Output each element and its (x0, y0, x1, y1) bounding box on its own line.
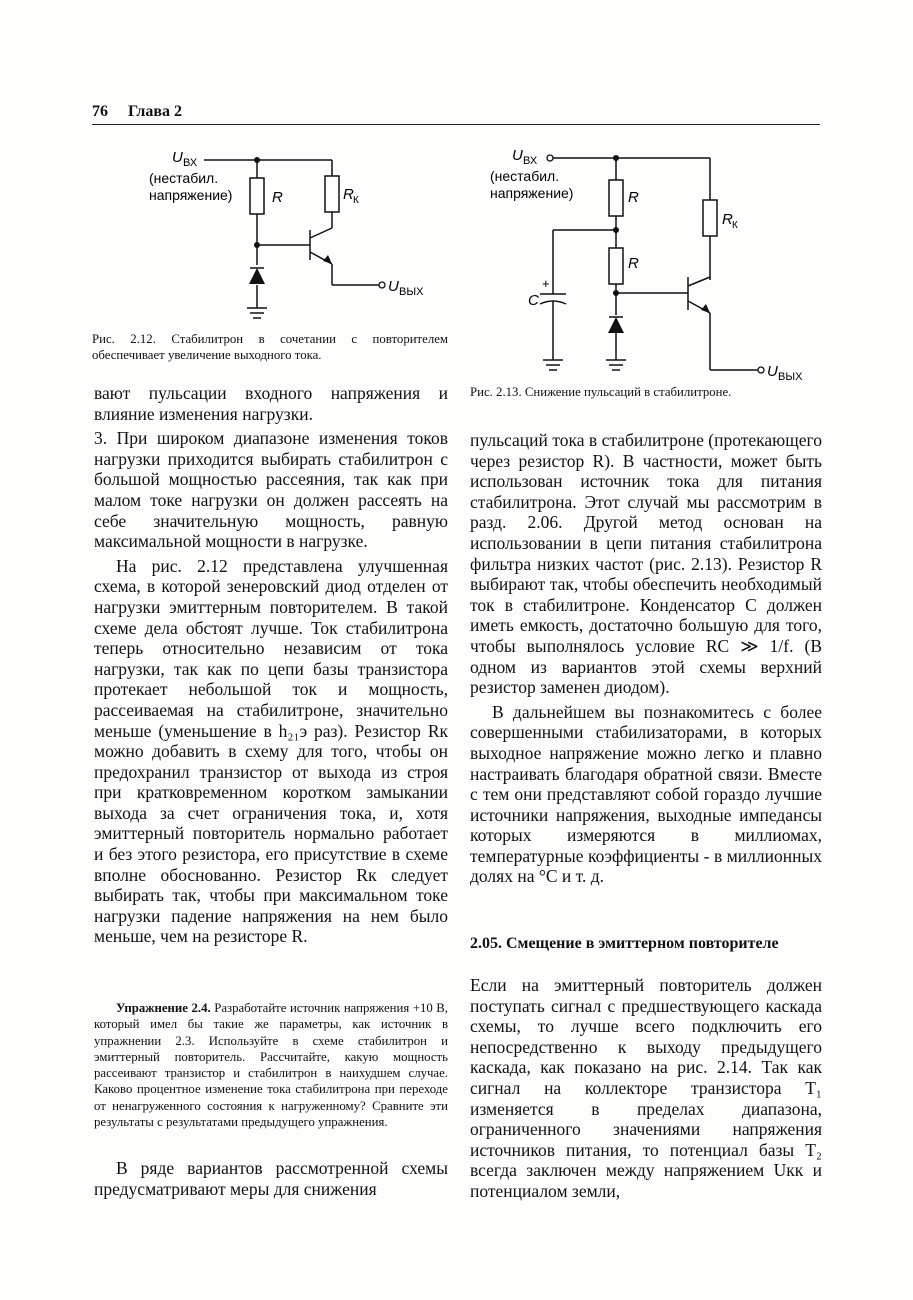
right-paragraph-1: пульсаций тока в стабилитроне (протекающего через резистор R). В частности, может быть использован источник тока для питания стабилитрона. Этот случай мы рассмотрим в разд. 2.06. Другой метод основан на использовании в цепи питания стабилитрона фильтра низких частот (рис. 2.13). Резистор R выбирают так, чтобы обеспечить необходимый ток в стабилитроне. Конденсатор C должен иметь емкость, достаточно большую для того, чтобы выполнялось условие RC ≫ 1/f. (В одном из вариантов этой схемы верхний резистор заменен диодом). (470, 430, 822, 698)
exercise-title: Упражнение 2.4. (116, 1001, 211, 1015)
fig213-plus-sign: + (542, 276, 550, 291)
chapter-title: Глава 2 (128, 103, 182, 120)
fig213-rk-label: R (722, 211, 733, 228)
fig213-c-label: C (528, 292, 539, 309)
fig212-uout-sub: ВЫХ (399, 286, 424, 298)
fig213-caption: Рис. 2.13. Снижение пульсаций в стабилитроне. (470, 385, 732, 399)
fig212-note-2: напряжение) (149, 187, 233, 203)
fig213-r1-label: R (628, 189, 639, 206)
fig213-uout-label: U (767, 363, 778, 380)
left-paragraph-1: вают пульсации входного напряжения и влияние изменения нагрузки. (94, 383, 448, 424)
fig212-r-label: R (272, 189, 283, 206)
fig213-rk-sub: К (732, 220, 738, 231)
left-paragraph-4: В ряде вариантов рассмотренной схемы предусматривают меры для снижения (94, 1158, 448, 1199)
page-number: 76 (92, 103, 108, 120)
fig213-r2-label: R (628, 255, 639, 272)
right-column (470, 430, 822, 887)
fig212-note-1: (нестабил. (149, 170, 219, 186)
fig213-uin-sub: ВХ (523, 155, 538, 167)
header-rule (92, 124, 820, 125)
right-paragraph-3: Если на эмиттерный повторитель должен поступать сигнал с предшествующего каскада схемы, то лучше всего подключить его непосредственно к выходу предыдущего каскада, как показано на рис. 2.14. Так как сигнал на коллекторе транзистора T₁ изменяется в пределах диапазона, ограниченного значениями напряжения источников питания, то потенциал базы T₂ всегда заключен между напряжением Uкк и потенциалом земли, (470, 975, 822, 1201)
fig212-rk-label: R (343, 186, 354, 203)
right-paragraph-2: В дальнейшем вы познакомитесь с более совершенными стабилизаторами, в которых выходное напряжение можно легко и плавно настраивать благодаря обратной связи. Вместе с тем они представляют собой гораздо лучшие источники напряжения, выходные импедансы которых измеряются в миллиомах, температурные коэффициенты - в миллионных долях на °C и т. д. (470, 701, 822, 887)
fig212-rk-sub: К (353, 195, 359, 206)
left-column (94, 383, 448, 947)
left-column-end (94, 1158, 448, 1199)
figure-2-13 (478, 140, 823, 385)
fig212-caption: Рис. 2.12. Стабилитрон в сочетании с повторителем обеспечивает увеличение выходного тока. (92, 332, 448, 362)
figure-2-12 (92, 140, 462, 340)
fig212-uout-label: U (388, 278, 399, 295)
left-paragraph-2: 3. При широком диапазоне изменения токов нагрузки приходится выбирать стабилитрон с большой мощностью рассеяния, так как при малом токе нагрузки он должен рассеять на себе значительную мощность, равную максимальной мощности в нагрузке. (94, 428, 448, 552)
right-column-lower (470, 975, 822, 1202)
fig212-uin-sub: ВХ (183, 157, 198, 169)
exercise-2-4 (94, 1000, 448, 1130)
exercise-text: Разработайте источник напряжения +10 В, который имел бы такие же параметры, как источник в упражнении 2.3. Используйте в схеме стабилитрон и эмиттерный повторитель. Рассчитайте, какую мощность рассеивают транзистор и стабилитрон в наихудшем случае. Каково процентное изменение тока стабилитрона при переходе от ненагруженного состояния к нагруженному? Сравните эти результаты с результатами предыдущего упражнения. (94, 1001, 449, 1130)
fig213-uin-label: U (512, 147, 523, 164)
fig213-note-1: (нестабил. (490, 168, 560, 184)
fig213-uout-sub: ВЫХ (778, 371, 803, 383)
fig213-note-2: напряжение) (490, 185, 574, 201)
section-heading: 2.05. Смещение в эмиттерном повторителе (470, 935, 779, 952)
left-paragraph-3: На рис. 2.12 представлена улучшенная схема, в которой зенеровский диод отделен от нагрузки эмиттерным повторителем. В такой схеме дела обстоят лучше. Ток стабилитрона теперь относительно независим от тока нагрузки, так как по цепи базы транзистора протекает небольшой ток и мощность, рассеиваемая на стабилитроне, значительно меньше (уменьшение в h₂₁э раз). Резистор Rк можно добавить в схему для того, чтобы он предохранил транзистор от выхода из строя при кратковременном коротком замыкании выхода за счет ограничения тока, и, хотя эмиттерный повторитель нормально работает и без этого резистора, его присутствие в схеме вполне обоснованно. Резистор Rк следует выбирать так, чтобы при максимальном токе нагрузки падение напряжения на нем было меньше, чем на резисторе R. (94, 555, 448, 947)
fig212-uin-label: U (172, 149, 183, 166)
